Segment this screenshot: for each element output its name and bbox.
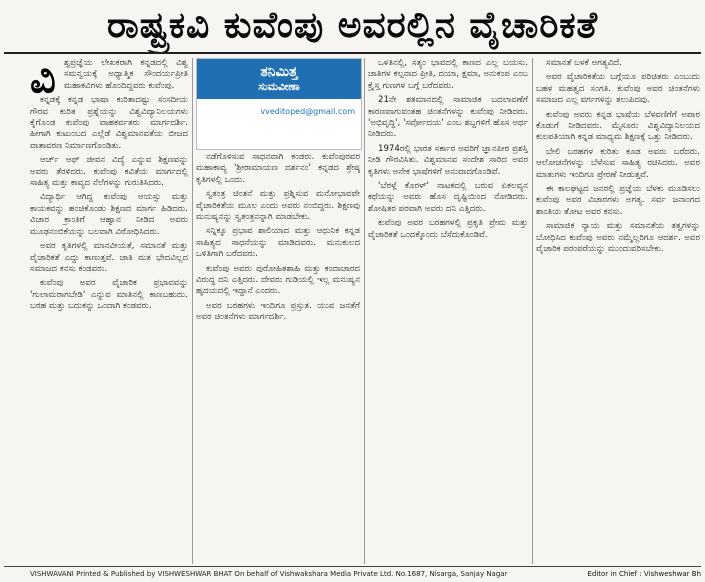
paragraph: ವಿದ್ಯಾರ್ಥಿ ಆಗಿದ್ದ ಕುವೆಂಪು ಆಯಸ್ಸು ಮತ್ತು ಕಾಯಕವನ್ನು ಹಂಚಿಕೊಂಡು ಶಿಕ್ಷಣದ ಮಾರ್ಗ ಹಿಡಿದರು. ವಿಚಾರ ಕ್ರಾಂತಿಗೆ ಆಹ್ವಾನ ನೀಡಿದ ಅವರು ಮೂಢನಂಬಿಕೆಯನ್ನು ಬಲವಾಗಿ ವಿರೋಧಿಸಿದರು. [30, 192, 188, 237]
column-author: ಸುಮವೀಣಾ [258, 80, 300, 93]
article-column-2 [196, 152, 360, 564]
paragraph: ಅವರ ವೈಚಾರಿಕತೆಯ ಬಗ್ಗೆಯೂ ಪರಿಚಿತರು ಎಂಬುದು ಬಹಳ ಮಹತ್ವದ ಸಂಗತಿ. ಕುವೆಂಪು ಅವರ ಚಿಂತನೆಗಳು ಸಮಾಜದ ಎಲ್ಲ ವರ್ಗಗಳನ್ನು ತಲುಪಿದವು. [536, 72, 700, 106]
paragraph: ನಡೆಗೊಳಿಸುವ ಸಾಧನವಾಗಿ ಕಂಡರು. ಕುವೆಂಪುರವರ ಮಹಾಕಾವ್ಯ 'ಶ್ರೀರಾಮಾಯಣ ದರ್ಶನಂ' ಕನ್ನಡದ ಶ್ರೇಷ್ಠ ಕೃತಿಗಳಲ್ಲಿ ಒಂದು. [196, 152, 360, 185]
column-header [197, 59, 361, 99]
paragraph: ಸಮಾನತೆ ಬಳಕೆ ಅಗತ್ಯವಿದೆ. [546, 58, 622, 68]
paragraph: 21ನೇ ಶತಮಾನದಲ್ಲಿ ಸಾಮಾಜಿಕ ಬದಲಾವಣೆಗೆ ಕಾರಣವಾಗುವಂತಹ ಚಿಂತನೆಗಳನ್ನು ಕುವೆಂಪು ನೀಡಿದರು. 'ಅಭಿವೃದ್ಧಿ', 'ಸರ್ವೋದಯ' ಎಂಬ ಶಬ್ದಗಳಿಗೆ ಹೊಸ ಅರ್ಥ ನೀಡಿದರು. [368, 95, 528, 140]
paragraph: ಸ್ವತಂತ್ರ ಚಿಂತನೆ ಮತ್ತು ಪ್ರಶ್ನಿಸುವ ಮನೋಭಾವವೇ ವೈಚಾರಿಕತೆಯ ಮೂಲ ಎಂದು ಅವರು ನಂಬಿದ್ದರು. ಶಿಕ್ಷಣವು ಮನುಷ್ಯನನ್ನು ಸ್ವತಂತ್ರನನ್ನಾಗಿ ಮಾಡಬೇಕು. [196, 189, 360, 223]
article-column-3 [368, 58, 528, 564]
paragraph: ಕುವೆಂಪು ಅವರ ಬರಹಗಳಲ್ಲಿ ಪ್ರಕೃತಿ ಪ್ರೇಮ ಮತ್ತು ವೈಚಾರಿಕತೆ ಒಂದಕ್ಕೊಂದು ಬೆಸೆದುಕೊಂಡಿವೆ. [368, 218, 528, 240]
paragraph: ಕುವೆಂಪು ಅವರು ಕನ್ನಡ ಭಾಷೆಯ ಬೆಳವಣಿಗೆಗೆ ಅಪಾರ ಕೊಡುಗೆ ನೀಡಿದವರು. ಮೈಸೂರು ವಿಶ್ವವಿದ್ಯಾನಿಲಯದ ಕುಲಪತಿಯಾಗಿ ಕನ್ನಡ ಮಾಧ್ಯಮ ಶಿಕ್ಷಣಕ್ಕೆ ಒತ್ತು ನೀಡಿದರು. [536, 109, 700, 143]
paragraph: ಆರ್ಚ್ ಆಫ್ ಜೀವನ ವಿದ್ಯೆ ಎನ್ನುವ ಶಿಕ್ಷಣವನ್ನು ಅವರು ತೆರಳಿದರು. ಕುವೆಂಪು ಕವಿತೆಯ ಮಾರ್ಗದಲ್ಲಿ ಸಾಹಿತ್ಯ ಮತ್ತು ಕಾವ್ಯದ ನೆಲೆಗಳನ್ನು ಗುರುತಿಸಿದರು. [30, 155, 188, 189]
column-divider [192, 58, 193, 564]
editor-line: Editor in Chief : Vishweshwar Bh [583, 568, 701, 580]
paragraph: ಸನ್ನಿಕ್ಕೂ ಪ್ರಭಾವ ಶಾಲಿಯಾದ ಮತ್ತು ಆಧುನಿಕ ಕನ್ನಡ ಸಾಹಿತ್ಯದ ಸಾಧನೆಯನ್ನು ಮಾಡಿದವರು. ಮನುಕುಲದ ಒಳಿತಿಗಾಗಿ ಬರೆದವರು. [196, 226, 360, 260]
headline-rule [4, 52, 701, 54]
column-title: ತನಿಮಿತ್ತ [260, 64, 298, 80]
paragraph: 'ಬೆರಳ್ಗೆ ಕೊರಳ್' ನಾಟಕದಲ್ಲಿ ಬರುವ ಏಕಲವ್ಯನ ಕಥೆಯನ್ನು ಅವರು ಹೊಸ ದೃಷ್ಟಿಯಿಂದ ನೋಡಿದರು. ಶೋಷಿತರ ಪರವಾಗಿ ಅವರು ದನಿ ಎತ್ತಿದರು. [368, 181, 528, 214]
paragraph: ಸಾಮಾಜಿಕ ನ್ಯಾಯ ಮತ್ತು ಸಮಾನತೆಯ ತತ್ವಗಳನ್ನು ಬೋಧಿಸಿದ ಕುವೆಂಪು ಅವರು ನಮ್ಮೆಲ್ಲರಿಗೂ ಆದರ್ಶ. ಅವರ ವೈಚಾರಿಕ ಪರಂಪರೆಯನ್ನು ಮುಂದುವರಿಸಬೇಕು. [536, 221, 700, 255]
paragraph: ಬೇಲಿ ಬರಹಗಳ ಕುರಿತು ಕೂಡ ಅವರು ಬರೆದರು. ಆಲೋಚನೆಗಳನ್ನು ಬೆಳೆಸುವ ಸಾಹಿತ್ಯ ರಚಿಸಿದರು. ಅವರ ಮಾತುಗಳು ಇಂದಿಗೂ ಪ್ರೇರಣೆ ನೀಡುತ್ತವೆ. [536, 146, 700, 180]
paragraph: ಅವರ ಕೃತಿಗಳಲ್ಲಿ ಮಾನವೀಯತೆ, ಸಮಾನತೆ ಮತ್ತು ವೈಚಾರಿಕತೆ ಎದ್ದು ಕಾಣುತ್ತವೆ. ಜಾತಿ ಮತ ಭೇದವಿಲ್ಲದ ಸಮಾಜದ ಕನಸು ಕಂಡವರು. [30, 241, 188, 274]
paragraph: ಶ್ವಪ್ರಜ್ಞೆಯ ಲೇಖಕರಾಗಿ ಕನ್ನಡದಲ್ಲಿ ವಿಶ್ವ ಸಮನ್ವಯಕ್ಕೆ ಅಧ್ಯಾತ್ಮಿಕ ಸೌಂದರ್ಯಪ್ರೀತಿ ಮಹಾಕವಿಗಳು ಹೊಂದಿದ್ದವರು ಕುವೆಂಪು. [64, 58, 188, 91]
article-column-1 [30, 58, 188, 564]
headline: ರಾಷ್ಟ್ರಕವಿ ಕುವೆಂಪು ಅವರಲ್ಲಿನ ವೈಚಾರಿಕತೆ [106, 5, 599, 46]
drop-cap: ವಿ [30, 56, 56, 102]
paragraph: ಕುವೆಂಪು ಅವರು ಪುರೋಹಿತಶಾಹಿ ಮತ್ತು ಕಂದಾಚಾರದ ವಿರುದ್ಧ ದನಿ ಎತ್ತಿದರು. ದೇವರು ಗುಡಿಯಲ್ಲಿ ಇಲ್ಲ ಮನುಷ್ಯನ ಹೃದಯದಲ್ಲಿ ಇದ್ದಾನೆ ಎಂದರು. [196, 263, 360, 297]
paragraph: ಅವರ ಬರಹಗಳು ಇಂದಿಗೂ ಪ್ರಸ್ತುತ. ಯುವ ಜನತೆಗೆ ಅವರ ಚಿಂತನೆಗಳು ಮಾರ್ಗದರ್ಶಿ. [196, 300, 360, 323]
column-box [196, 58, 362, 150]
paragraph: ಕನ್ನಡಕ್ಕೆ ಕನ್ನಡ ಭಾಷಾ ಕುರಿತಾದಷ್ಟು ಸಂಸದೀಯ ಗೌರವ ಕುರಿತ ಪ್ರಶ್ನೆಯನ್ನು ವಿಶ್ವವಿದ್ಯಾನಿಲಯಗಳು ಕೈಗೊಂಡ ಕುವೆಂಪು ವಾಹಕರ್ವತರು ಮಾರ್ಗದರ್ಶಿ. ಹೀಗಾಗಿ ಕುಟುಂಬದ ಎಲ್ಲೆಡೆ ವಿಶ್ವಮಾನವತೆಯ ಬೀಜದ ವಾತಾವರಣ ನಿರ್ಮಾಣಗೊಂಡಿತು. [30, 95, 188, 151]
author-email[interactable]: vveditoped@gmail.com [260, 107, 355, 116]
paragraph: ಒಳತಿನಲ್ಲಿ, ಸತ್ಯಂ ಭಾವದಲ್ಲಿ ಕಾಣದ ಎಲ್ಲ ಬಯಸು. ಜಾತಿಗಳ ಕಲ್ಪನಾದ ಪ್ರೀತಿ, ದಯಾ, ಕ್ಷಮಾ, ಅನುಕಂಪ ಎಂಬ ಕ್ರೈಸ್ತ ಗುಣಗಳ ಬಗ್ಗೆ ಬರೆದವರು. [368, 58, 528, 91]
paragraph: ಕುವೆಂಪು ಅವರ ವೈಚಾರಿಕ ಪ್ರಭಾವವನ್ನು 'ಗುಲಾಮರಾಗಬೇಡಿ' ಎನ್ನುವ ಮಾತಿನಲ್ಲಿ ಕಾಣಬಹುದು. ಬರಹ ಮತ್ತು ಬದುಕನ್ನು ಒಂದಾಗಿ ಕಂಡವರು. [30, 278, 188, 312]
column-divider [364, 58, 365, 564]
footer-rule [4, 566, 701, 567]
paragraph: 1974ರಲ್ಲಿ ಭಾರತ ಸರ್ಕಾರ ಅವರಿಗೆ ಜ್ಞಾನಪೀಠ ಪ್ರಶಸ್ತಿ ನೀಡಿ ಗೌರವಿಸಿತು. ವಿಶ್ವಮಾನವ ಸಂದೇಶ ಸಾರಿದ ಅವರ ಕೃತಿಗಳು ಅನೇಕ ಭಾಷೆಗಳಿಗೆ ಅನುವಾದಗೊಂಡಿವೆ. [368, 143, 528, 177]
column-divider [532, 58, 533, 564]
paragraph: ಈ ಕಾಲಘಟ್ಟದ ಜನರಲ್ಲಿ ಪ್ರಜ್ಞೆಯ ಬೆಳಕು ಮೂಡಿಸಲು ಕುವೆಂಪು ಅವರ ವಿಚಾರಗಳು ಅಗತ್ಯ. ಸರ್ವ ಜನಾಂಗದ ಶಾಂತಿಯ ತೋಟ ಅವರ ಕನಸು. [536, 184, 700, 217]
article-column-4 [536, 58, 700, 564]
imprint-line: VISHWAVANI Printed & Published by VISHWESHWAR BHAT On behalf of Vishwakshara Media Private Ltd. No.1687, Nisarga, Sanjay Nagar [30, 570, 508, 578]
